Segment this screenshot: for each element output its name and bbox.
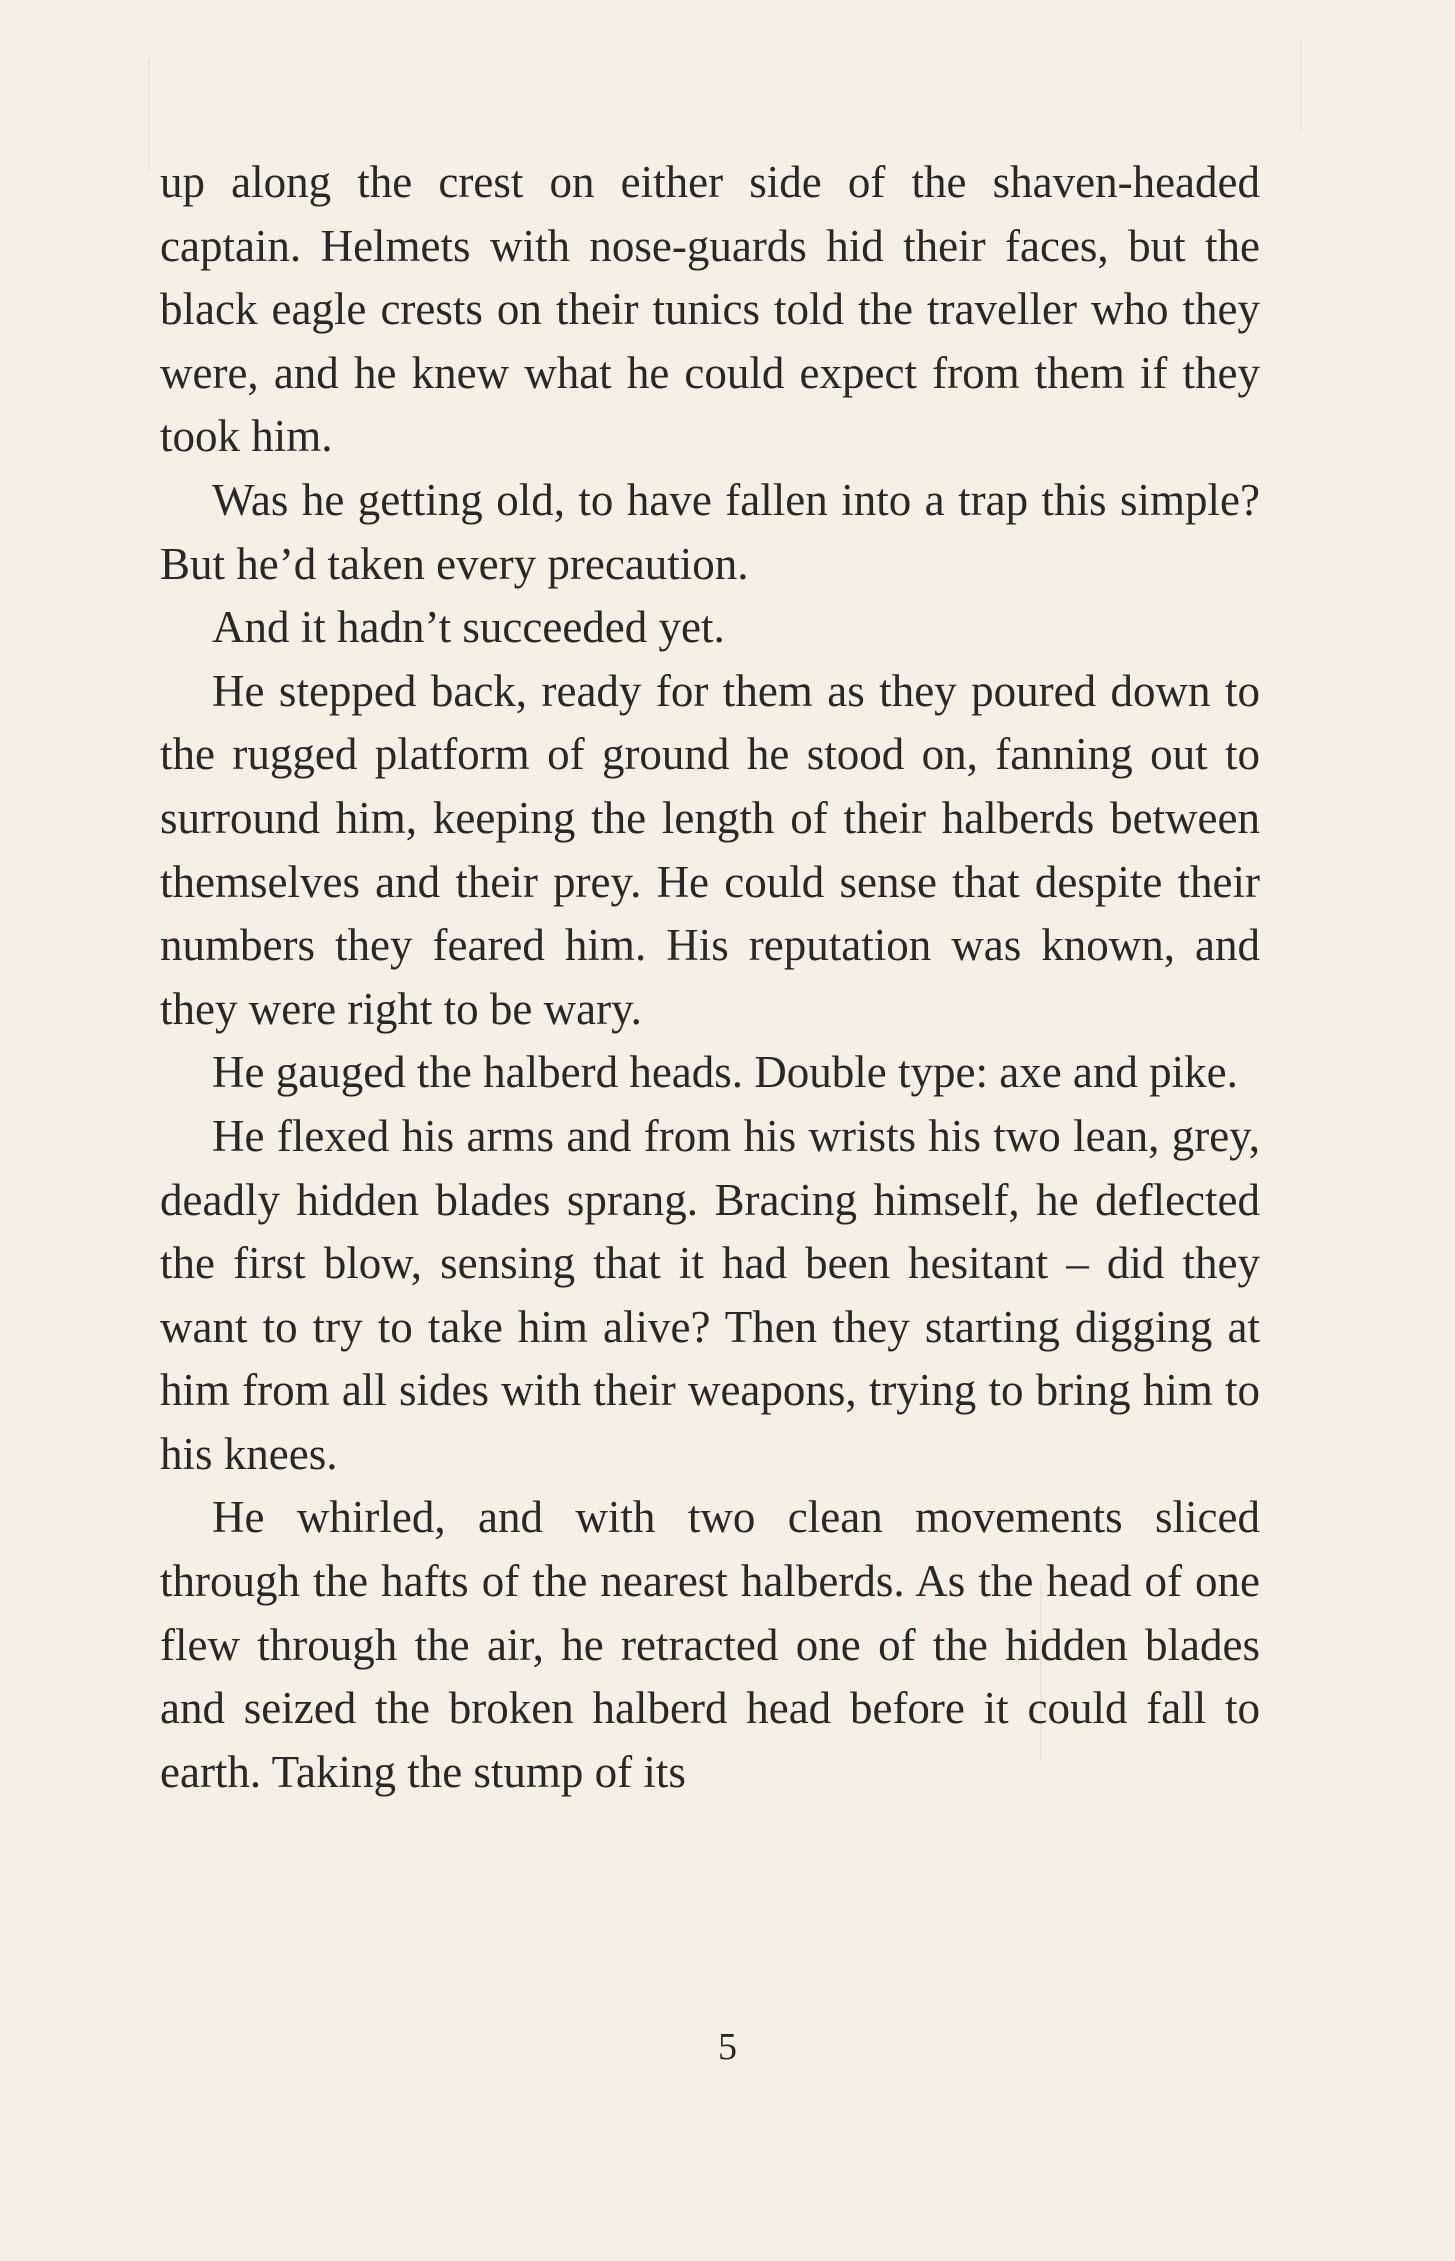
paragraph: Was he getting old, to have fallen into a trap this simple? But he’d taken every precaution. bbox=[160, 474, 1260, 589]
paragraph: He flexed his arms and from his wrists his two lean, grey, deadly hidden blades sprang. Bracing himself, he deflected the first blow, sensing that it had been hesitant – did they want to try to take him alive? Then they starting digging at him from all sides with their weapons, trying to bring him to his knees. bbox=[160, 1110, 1260, 1479]
paragraph: He whirled, and with two clean movements sliced through the hafts of the nearest halberds. As the head of one flew through the air, he retracted one of the hidden blades and seized the broken halberd head before it could fall to earth. Taking the stump of its bbox=[160, 1492, 1260, 1797]
paragraph: He gauged the halberd heads. Double type: axe and pike. bbox=[212, 1047, 1238, 1098]
paragraph: He stepped back, ready for them as they poured down to the rugged platform of ground he stood on, fanning out to surround him, keeping the length of their halberds between themselves and their prey. He could sense that despite their numbers they feared him. His reputation was known, and they were right to be wary. bbox=[160, 665, 1260, 1034]
paragraph: And it hadn’t succeeded yet. bbox=[212, 602, 725, 653]
scan-artifact bbox=[1300, 40, 1302, 130]
paragraph: up along the crest on either side of the shaven-headed captain. Helmets with nose-guards hid their faces, but the black eagle crests on their tunics told the traveller who they were, and he knew what he could expect from them if they took him. bbox=[160, 157, 1260, 462]
body-text bbox=[160, 151, 1260, 1804]
scan-artifact bbox=[148, 60, 150, 170]
page-number: 5 bbox=[718, 2026, 737, 2068]
